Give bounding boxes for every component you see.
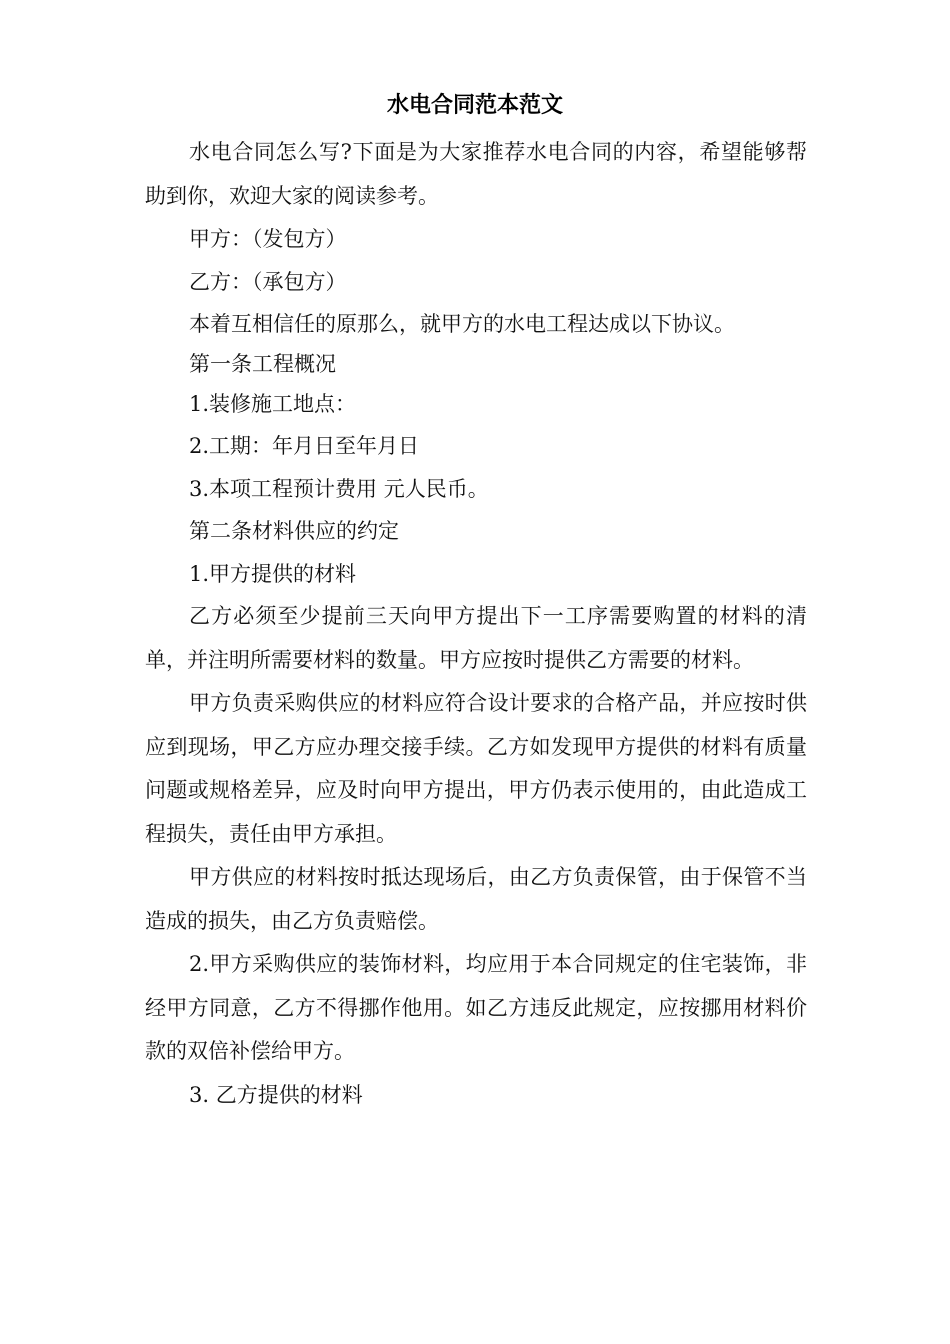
intro-paragraph: 水电合同怎么写?下面是为大家推荐水电合同的内容，希望能够帮助到你，欢迎大家的阅读参考。: [145, 140, 807, 208]
clause-2-1-quality: 甲方负责采购供应的材料应符合设计要求的合格产品，并应按时供应到现场，甲乙方应办理交接手续。乙方如发现甲方提供的材料有质量问题或规格差异，应及时向甲方提出，甲方仍表示使用的，由此造成工程损失，责任由甲方承担。: [145, 691, 807, 846]
agreement-statement: 本着互相信任的原那么，就甲方的水电工程达成以下协议。: [189, 312, 735, 336]
clause-1-3: 3.本项工程预计费用 元人民币。: [189, 476, 489, 501]
document-body: [145, 131, 807, 1117]
party-b-line: 乙方：（承包方）: [189, 269, 347, 294]
article-2-heading: 第二条材料供应的约定: [189, 519, 399, 543]
clause-1-2: 2.工期：年月日至年月日: [189, 434, 420, 458]
clause-1-1: 1.装修施工地点：: [189, 391, 357, 416]
party-a-line: 甲方：（发包方）: [189, 227, 347, 251]
document-title: 水电合同范本范文: [386, 93, 563, 118]
clause-2-1-storage: 甲方供应的材料按时抵达现场后，由乙方负责保管，由于保管不当造成的损失，由乙方负责赔偿。: [145, 865, 807, 933]
clause-2-1: 1.甲方提供的材料: [189, 561, 357, 586]
clause-2-1-body: 乙方必须至少提前三天向甲方提出下一工序需要购置的材料的清单，并注明所需要材料的数量。甲方应按时提供乙方需要的材料。: [145, 604, 807, 672]
clause-2-2: 2.甲方采购供应的装饰材料，均应用于本合同规定的住宅装饰，非经甲方同意，乙方不得挪作他用。如乙方违反此规定，应按挪用材料价款的双倍补偿给甲方。: [145, 952, 807, 1063]
article-1-heading: 第一条工程概况: [189, 351, 336, 376]
clause-2-3: 3. 乙方提供的材料: [189, 1082, 363, 1107]
